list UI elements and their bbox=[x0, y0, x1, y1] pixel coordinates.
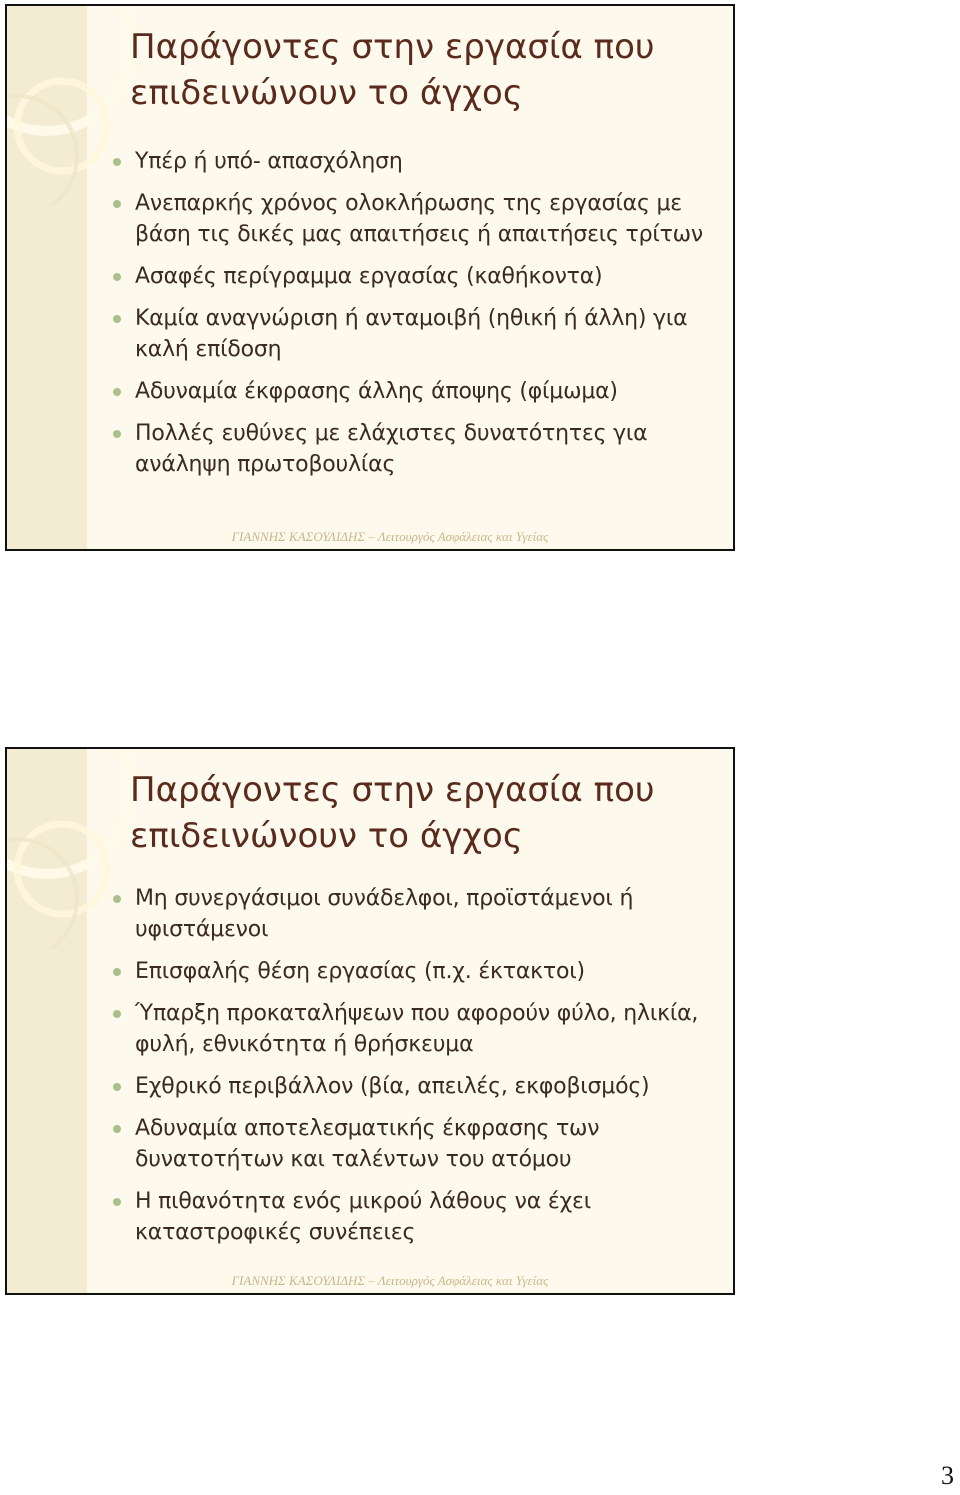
slide-title-line: επιδεινώνουν το άγχος bbox=[130, 816, 523, 856]
bullet-item bbox=[109, 998, 709, 1060]
bullet-dot-icon bbox=[113, 200, 121, 208]
bullet-text: Εχθρικό περιβάλλον (βία, απειλές, εκφοβισμός) bbox=[135, 1074, 650, 1099]
bullet-item bbox=[109, 261, 709, 292]
bullet-list bbox=[109, 883, 709, 1259]
slide-title-line: Παράγοντες στην εργασία που bbox=[130, 770, 655, 810]
bullet-list bbox=[109, 146, 709, 491]
bullet-dot-icon bbox=[113, 1125, 121, 1133]
bullet-dot-icon bbox=[113, 430, 121, 438]
bullet-text: Αδυναμία αποτελεσματικής έκφρασης των δυνατοτήτων και ταλέντων του ατόμου bbox=[135, 1116, 600, 1172]
bullet-item bbox=[109, 883, 709, 945]
bullet-text: Επισφαλής θέση εργασίας (π.χ. έκτακτοι) bbox=[135, 959, 585, 984]
bullet-dot-icon bbox=[113, 895, 121, 903]
bullet-text: Ασαφές περίγραμμα εργασίας (καθήκοντα) bbox=[135, 264, 603, 289]
bullet-item bbox=[109, 1113, 709, 1175]
bullet-text: Η πιθανότητα ενός μικρού λάθους να έχει καταστροφικές συνέπειες bbox=[135, 1189, 591, 1245]
bullet-item bbox=[109, 303, 709, 365]
bullet-dot-icon bbox=[113, 315, 121, 323]
bullet-dot-icon bbox=[113, 158, 121, 166]
bullet-text: Καμία αναγνώριση ή ανταμοιβή (ηθική ή άλλη) για καλή επίδοση bbox=[135, 306, 688, 362]
slide-footer: ΓΙΑΝΝΗΣ ΚΑΣΟΥΛΙΔΗΣ – Λειτουργός Ασφάλειας και Υγείας bbox=[231, 1273, 549, 1288]
bullet-dot-icon bbox=[113, 388, 121, 396]
slide-footer: ΓΙΑΝΝΗΣ ΚΑΣΟΥΛΙΔΗΣ – Λειτουργός Ασφάλειας και Υγείας bbox=[231, 529, 549, 544]
bullet-text: Ανεπαρκής χρόνος ολοκλήρωσης της εργασίας με βάση τις δικές μας απαιτήσεις ή απαιτήσεις τρίτων bbox=[135, 191, 703, 247]
bullet-item bbox=[109, 146, 709, 177]
slide-title-line: Παράγοντες στην εργασία που bbox=[130, 27, 655, 67]
bullet-item bbox=[109, 418, 709, 480]
bullet-text: Πολλές ευθύνες με ελάχιστες δυνατότητες για ανάληψη πρωτοβουλίας bbox=[135, 421, 648, 477]
slide-2 bbox=[5, 747, 735, 1295]
bullet-dot-icon bbox=[113, 968, 121, 976]
bullet-item bbox=[109, 956, 709, 987]
bullet-dot-icon bbox=[113, 1010, 121, 1018]
slide-title-line: επιδεινώνουν το άγχος bbox=[130, 73, 523, 113]
slide-title bbox=[130, 767, 710, 859]
bullet-text: Αδυναμία έκφρασης άλλης άποψης (φίμωμα) bbox=[135, 379, 618, 404]
bullet-dot-icon bbox=[113, 273, 121, 281]
bullet-dot-icon bbox=[113, 1198, 121, 1206]
bullet-item bbox=[109, 1071, 709, 1102]
bullet-item bbox=[109, 376, 709, 407]
slide-title bbox=[130, 24, 710, 116]
slide-1 bbox=[5, 4, 735, 551]
bullet-text: Ύπαρξη προκαταλήψεων που αφορούν φύλο, ηλικία, φυλή, εθνικότητα ή θρήσκευμα bbox=[135, 1001, 699, 1057]
bullet-item bbox=[109, 1186, 709, 1248]
bullet-text: Υπέρ ή υπό- απασχόληση bbox=[135, 149, 403, 174]
page-number: 3 bbox=[941, 1461, 954, 1490]
bullet-dot-icon bbox=[113, 1083, 121, 1091]
bullet-item bbox=[109, 188, 709, 250]
bullet-text: Μη συνεργάσιμοι συνάδελφοι, προϊστάμενοι ή υφιστάμενοι bbox=[135, 886, 634, 942]
